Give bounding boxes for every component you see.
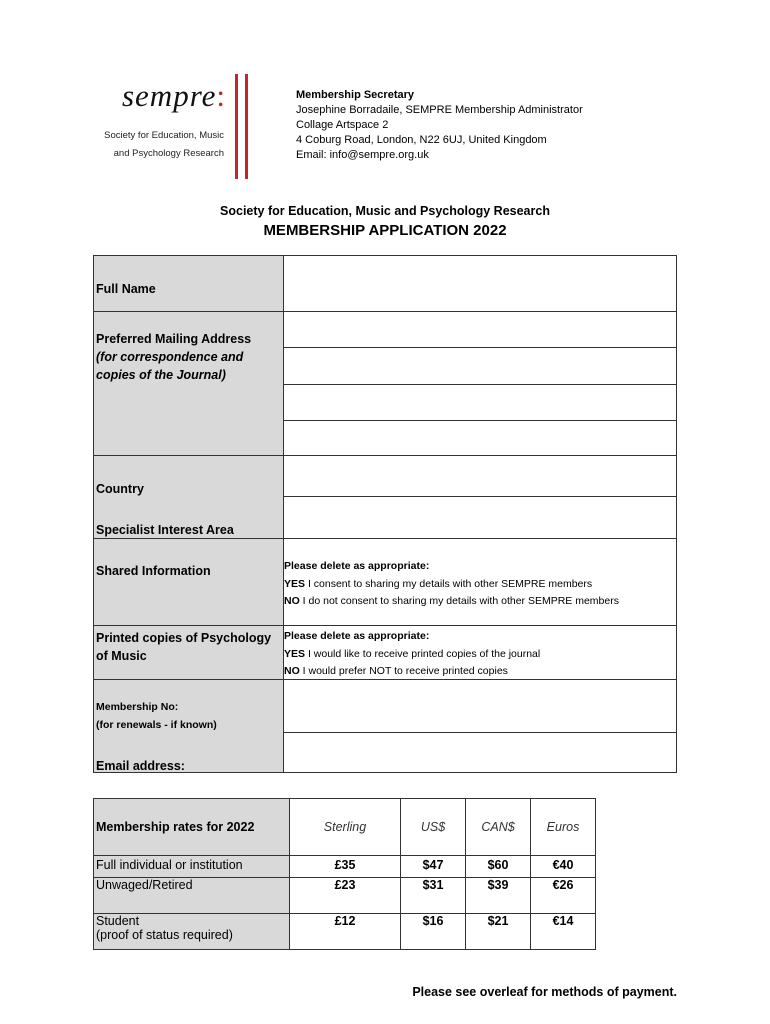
rate-value: $47	[401, 856, 466, 878]
rate-value: £35	[290, 856, 401, 878]
payment-note: Please see overleaf for methods of payment.	[412, 985, 677, 999]
printed-copies-label	[96, 629, 271, 665]
secretary-email[interactable]: Email: info@sempre.org.uk	[296, 149, 429, 161]
rate-category	[94, 914, 290, 950]
logo-bar-left	[235, 74, 238, 179]
address-label-text: Preferred Mailing Address	[96, 332, 252, 346]
country-input[interactable]	[285, 456, 676, 496]
rate-value: $21	[466, 914, 531, 950]
rate-value: €40	[531, 856, 596, 878]
rate-category: Full individual or institution	[94, 856, 290, 878]
secretary-line: Collage Artspace 2	[296, 119, 389, 131]
shared-yes-text: I consent to sharing my details with other SEMPRE members	[307, 577, 593, 590]
address-note-1: (for correspondence and	[96, 350, 244, 364]
logo-word: sempre	[121, 78, 217, 113]
rate-value: $16	[401, 914, 466, 950]
membership-no-note: (for renewals - if known)	[96, 719, 217, 731]
printed-no-option[interactable]	[284, 663, 540, 681]
address-input-line-2[interactable]	[285, 348, 676, 384]
rates-header-row	[94, 799, 596, 856]
table-row	[94, 878, 596, 914]
rate-value: €14	[531, 914, 596, 950]
shared-no-text: I do not consent to sharing my details with other SEMPRE members	[302, 595, 619, 607]
address-label	[96, 330, 251, 384]
membership-rates-table	[93, 798, 596, 950]
shared-no-option[interactable]	[284, 593, 619, 611]
full-name-label: Full Name	[96, 282, 156, 296]
rate-category: Unwaged/Retired	[94, 878, 290, 914]
currency-header: CAN$	[466, 799, 531, 856]
page-title: MEMBERSHIP APPLICATION 2022	[263, 222, 507, 239]
rate-value: €26	[531, 878, 596, 914]
rate-value: $60	[466, 856, 531, 878]
address-input-line-1[interactable]	[285, 312, 676, 347]
printed-copies-options[interactable]	[284, 628, 540, 681]
rate-value: $31	[401, 878, 466, 914]
printed-label-line-1: Printed copies of Psychology	[96, 631, 272, 645]
membership-number-input[interactable]	[285, 680, 676, 732]
rates-header-label: Membership rates for 2022	[94, 799, 290, 856]
membership-no-text: Membership No:	[96, 701, 179, 713]
table-row	[94, 856, 596, 878]
logo	[108, 78, 226, 114]
yes-key: YES	[284, 577, 306, 590]
currency-header: Sterling	[290, 799, 401, 856]
specialist-interest-input[interactable]	[285, 497, 676, 538]
yes-key: YES	[284, 647, 306, 660]
rate-category-text: Student	[96, 914, 140, 928]
rate-category-note: (proof of status required)	[96, 928, 233, 942]
rate-value: £12	[290, 914, 401, 950]
table-row	[94, 914, 596, 950]
email-label: Email address:	[96, 759, 185, 773]
membership-no-label	[96, 698, 217, 734]
logo-colon: :	[216, 78, 226, 113]
printed-label-line-2: of Music	[96, 649, 147, 663]
logo-tagline-2: and Psychology Research	[113, 148, 224, 159]
secretary-title: Membership Secretary	[296, 89, 414, 101]
shared-info-options[interactable]	[284, 558, 619, 611]
logo-tagline-1: Society for Education, Music	[104, 130, 224, 141]
application-form	[93, 255, 677, 773]
secretary-line: 4 Coburg Road, London, N22 6UJ, United Kingdom	[296, 134, 547, 146]
secretary-address	[296, 88, 583, 163]
shared-info-label: Shared Information	[96, 564, 211, 578]
no-key: NO	[284, 665, 300, 677]
shared-yes-option[interactable]	[284, 576, 619, 594]
full-name-input[interactable]	[285, 256, 676, 311]
no-key: NO	[284, 595, 300, 607]
country-label: Country	[96, 482, 144, 496]
printed-yes-option[interactable]	[284, 646, 540, 664]
specialist-label: Specialist Interest Area	[96, 523, 234, 537]
currency-header: US$	[401, 799, 466, 856]
rate-value: £23	[290, 878, 401, 914]
secretary-line: Josephine Borradaile, SEMPRE Membership Administrator	[296, 104, 583, 116]
email-input[interactable]	[285, 733, 676, 773]
logo-bar-right	[245, 74, 248, 179]
rate-value: $39	[466, 878, 531, 914]
row-divider	[94, 625, 676, 626]
address-input-line-4[interactable]	[285, 421, 676, 455]
address-note-2: copies of the Journal)	[96, 368, 226, 382]
shared-instruction: Please delete as appropriate:	[284, 560, 430, 572]
printed-instruction: Please delete as appropriate:	[284, 630, 430, 642]
currency-header: Euros	[531, 799, 596, 856]
address-input-line-3[interactable]	[285, 385, 676, 420]
society-heading: Society for Education, Music and Psychology Research	[220, 204, 550, 218]
printed-no-text: I would prefer NOT to receive printed copies	[302, 665, 508, 677]
printed-yes-text: I would like to receive printed copies of the journal	[307, 647, 541, 660]
